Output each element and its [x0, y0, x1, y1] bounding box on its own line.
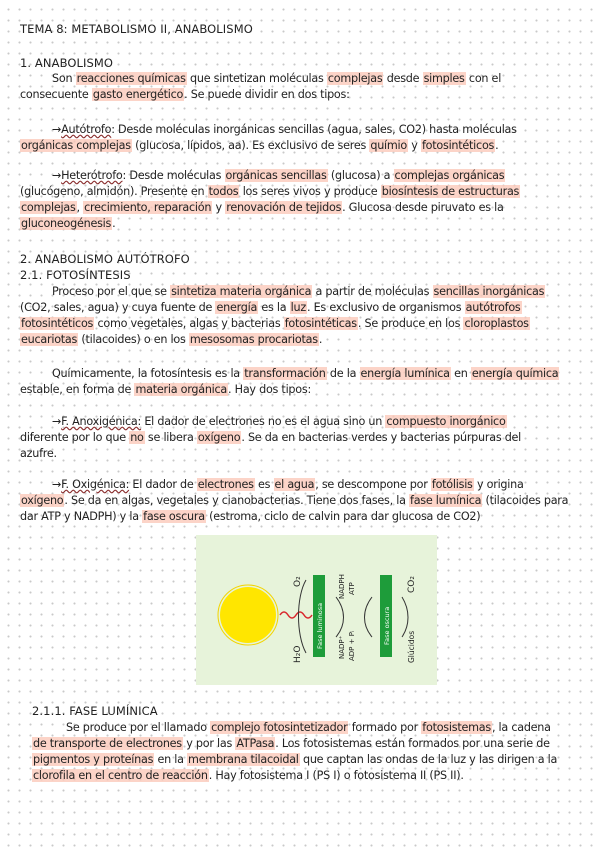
highlighted-text: energía química [471, 367, 559, 380]
text-segment: a partir de moléculas [312, 285, 433, 298]
text-segment: es la [258, 301, 290, 314]
paragraph-line [20, 300, 585, 315]
text-segment: como vegetales, algas y bacterias [94, 317, 284, 330]
highlighted-text: pigmentos y proteínas [33, 753, 154, 766]
text-segment: diferente por lo que [20, 431, 130, 444]
text-segment: . [495, 139, 499, 152]
text-segment: , la cadena [491, 721, 551, 734]
highlighted-text: luz [290, 301, 306, 314]
highlighted-text: gasto energético [92, 88, 184, 101]
highlighted-text: fotosistemas [422, 721, 491, 734]
highlighted-text: eucariotas [21, 333, 78, 346]
highlighted-text: ATPasa [236, 737, 275, 750]
text-segment: . [112, 217, 116, 230]
paragraph-line [32, 752, 597, 767]
bracket-arrow-right [365, 597, 373, 637]
sun-icon [220, 587, 276, 643]
atp-label: ATP [348, 582, 356, 595]
nadph-label: NADPH [338, 574, 346, 599]
text-segment: , se descompone por [315, 478, 431, 491]
paragraph-line [52, 284, 587, 299]
oxigenica-line [52, 477, 587, 492]
highlighted-text: oxígeno [21, 494, 64, 507]
highlighted-text: de transporte de electrones [33, 737, 182, 750]
highlighted-text: materia orgánica [135, 383, 228, 396]
photosynthesis-diagram-svg [196, 535, 437, 685]
text-segment: y origina [473, 478, 524, 491]
text-segment: y por las [182, 737, 236, 750]
text-segment: (tilacoides para [482, 494, 569, 507]
text-segment: . Se produce en los [357, 317, 464, 330]
underlined-term: F. Anoxigénica: [61, 415, 142, 428]
highlighted-text: orgánicas complejas [21, 139, 131, 152]
text-segment: es [254, 478, 274, 491]
paragraph-line [20, 446, 585, 461]
heading-fase-luminica: 2.1.1. FASE LUMÍNICA [32, 704, 158, 718]
text-segment: → [52, 415, 62, 428]
paragraph-line [20, 382, 585, 397]
text-segment: en [450, 367, 471, 380]
text-segment: (tilacoides) o en los [78, 333, 189, 346]
heading-fotosintesis: 2.1. FOTOSÍNTESIS [20, 268, 131, 282]
highlighted-text: membrana tilacoidal [188, 753, 299, 766]
text-segment: y [408, 139, 421, 152]
text-segment: → [52, 169, 62, 182]
highlighted-text: fotosintéticos [21, 317, 94, 330]
text-segment: . Es exclusivo de organismos [307, 301, 465, 314]
anoxigenica-line [52, 414, 587, 429]
text-segment: formado por [348, 721, 422, 734]
highlighted-text: oxígeno [197, 431, 241, 444]
heading-anabolismo: 1. ANABOLISMO [20, 56, 114, 70]
co2-label: CO₂ [407, 576, 417, 593]
text-segment: , [76, 201, 84, 214]
text-segment: . Se da en algas, vegetales y cianobacterias. Tiene dos fases, la [64, 494, 409, 507]
underlined-term: Heterótrofo [61, 169, 123, 182]
text-segment: Son [52, 72, 76, 85]
highlighted-text: crecimiento, reparación [84, 201, 212, 214]
heading-anabolismo-autotrofo: 2. ANABOLISMO AUTÓTROFO [20, 252, 190, 266]
text-segment: (CO2, sales, agua) y cuya fuente de [20, 301, 216, 314]
paragraph-line [20, 493, 585, 508]
highlighted-text: mesosomas procariotas [189, 333, 318, 346]
highlighted-text: fotosintéticas [284, 317, 357, 330]
text-segment: (glucógeno, almidón). Presente en [20, 185, 208, 198]
photosynthesis-diagram [196, 535, 437, 685]
text-segment: los seres vivos y produce [239, 185, 381, 198]
text-segment: (glucosa) a [327, 169, 394, 182]
paragraph-line [52, 366, 587, 381]
text-segment: : Desde moléculas inorgánicas sencillas (agua, sales, CO2) hasta moléculas [111, 123, 517, 136]
paragraph-line [20, 200, 585, 215]
paragraph-line [20, 316, 585, 331]
text-segment: . Glucosa desde piruvato es la [342, 201, 504, 214]
paragraph-line [20, 184, 585, 199]
text-segment: desde [383, 72, 423, 85]
highlighted-text: complejas orgánicas [394, 169, 505, 182]
highlighted-text: complejas [21, 201, 76, 214]
text-segment: El dador de [129, 478, 197, 491]
o2-label: O₂ [293, 576, 303, 587]
highlighted-text: renovación de tejidos [226, 201, 342, 214]
text-segment: se libera [144, 431, 197, 444]
document-title: TEMA 8: METABOLISMO II, ANABOLISMO [20, 22, 253, 36]
highlighted-text: el agua [274, 478, 315, 491]
paragraph-line [20, 138, 585, 153]
nadp-label: NADP⁺ [338, 635, 346, 659]
text-segment: Químicamente, la fotosíntesis es la [52, 367, 244, 380]
highlighted-text: fase oscura [143, 510, 205, 523]
highlighted-text: sintetiza materia orgánica [171, 285, 312, 298]
text-segment: (glucosa, lípidos, aa). Es exclusivo de seres [131, 139, 370, 152]
text-segment: con el [465, 72, 502, 85]
highlighted-text: todos [208, 185, 239, 198]
text-segment: . Se da en bacterias verdes y bacterias púrpuras del [241, 431, 522, 444]
highlighted-text: clorofila en el centro de reacción [33, 769, 208, 782]
highlighted-text: fotosintéticos [421, 139, 495, 152]
fase-luminica-label: Fase luminosa [316, 602, 324, 649]
adp-label: ADP + Pᵢ [348, 630, 356, 661]
highlighted-text: químio [370, 139, 407, 152]
highlighted-text: reacciones químicas [76, 72, 186, 85]
text-segment: El dador de electrones no es el agua sino un [141, 415, 386, 428]
text-segment: azufre. [20, 447, 57, 460]
highlighted-text: simples [423, 72, 465, 85]
underlined-term: Autótrofo [61, 123, 112, 136]
underlined-term: F. Oxigénica: [61, 478, 130, 491]
highlighted-text: autótrofos [465, 301, 521, 314]
text-segment: . [318, 333, 323, 346]
highlighted-text: complejas [327, 72, 383, 85]
paragraph-line [20, 430, 585, 445]
text-segment: . Hay dos tipos: [228, 383, 311, 396]
h2o-label: H₂O [293, 645, 303, 663]
highlighted-text: fotólisis [431, 478, 473, 491]
glucidos-label: Glúcidos [407, 630, 416, 663]
text-segment: estable, en forma de [20, 383, 135, 396]
text-segment: de la [326, 367, 360, 380]
paragraph-line [32, 768, 597, 783]
text-segment: . Se puede dividir en dos tipos: [184, 88, 350, 101]
highlighted-text: energía lumínica [360, 367, 450, 380]
text-segment: → [52, 123, 62, 136]
paragraph-line [20, 87, 585, 102]
text-segment: (estroma, ciclo de calvin para dar glucosa de CO2) [205, 510, 481, 523]
text-segment: : Desde moléculas [122, 169, 225, 182]
highlighted-text: biosíntesis de estructuras [381, 185, 520, 198]
highlighted-text: sencillas inorgánicas [433, 285, 545, 298]
autotrofo-line [52, 122, 587, 137]
highlighted-text: no [130, 431, 144, 444]
text-segment: Proceso por el que se [52, 285, 171, 298]
text-segment: . Los fotosistemas están formados por una serie de [275, 737, 550, 750]
text-segment: que captan las ondas de la luz y las dirigen a la [299, 753, 558, 766]
text-segment: → [52, 478, 62, 491]
highlighted-text: gluconeogénesis [21, 217, 112, 230]
text-segment: . Hay fotosistema I (PS I) o fotosistema II (PS II). [208, 769, 464, 782]
highlighted-text: complejo fotosintetizador [211, 721, 348, 734]
highlighted-text: fase lumínica [410, 494, 482, 507]
text-segment: dar ATP y NADPH) y la [20, 510, 143, 523]
paragraph-line [52, 71, 587, 86]
paragraph-line [32, 736, 597, 751]
highlighted-text: cloroplastos [464, 317, 529, 330]
text-segment: Se produce por el llamado [66, 721, 211, 734]
highlighted-text: energía [216, 301, 258, 314]
paragraph-line [66, 720, 586, 735]
highlighted-text: transformación [244, 367, 326, 380]
highlighted-text: compuesto inorgánico [386, 415, 506, 428]
text-segment: consecuente [20, 88, 92, 101]
bracket-arrow-left [336, 597, 344, 637]
text-segment: que sintetizan moléculas [186, 72, 327, 85]
light-wave-icon [280, 612, 312, 618]
paragraph-line [20, 509, 585, 524]
highlighted-text: orgánicas sencillas [225, 169, 327, 182]
paragraph-line [20, 216, 585, 231]
text-segment: y [212, 201, 226, 214]
paragraph-line [20, 332, 585, 347]
text-segment: en la [154, 753, 188, 766]
highlighted-text: electrones [197, 478, 254, 491]
heterotrofo-line [52, 168, 587, 183]
fase-oscura-label: Fase oscura [383, 606, 391, 645]
